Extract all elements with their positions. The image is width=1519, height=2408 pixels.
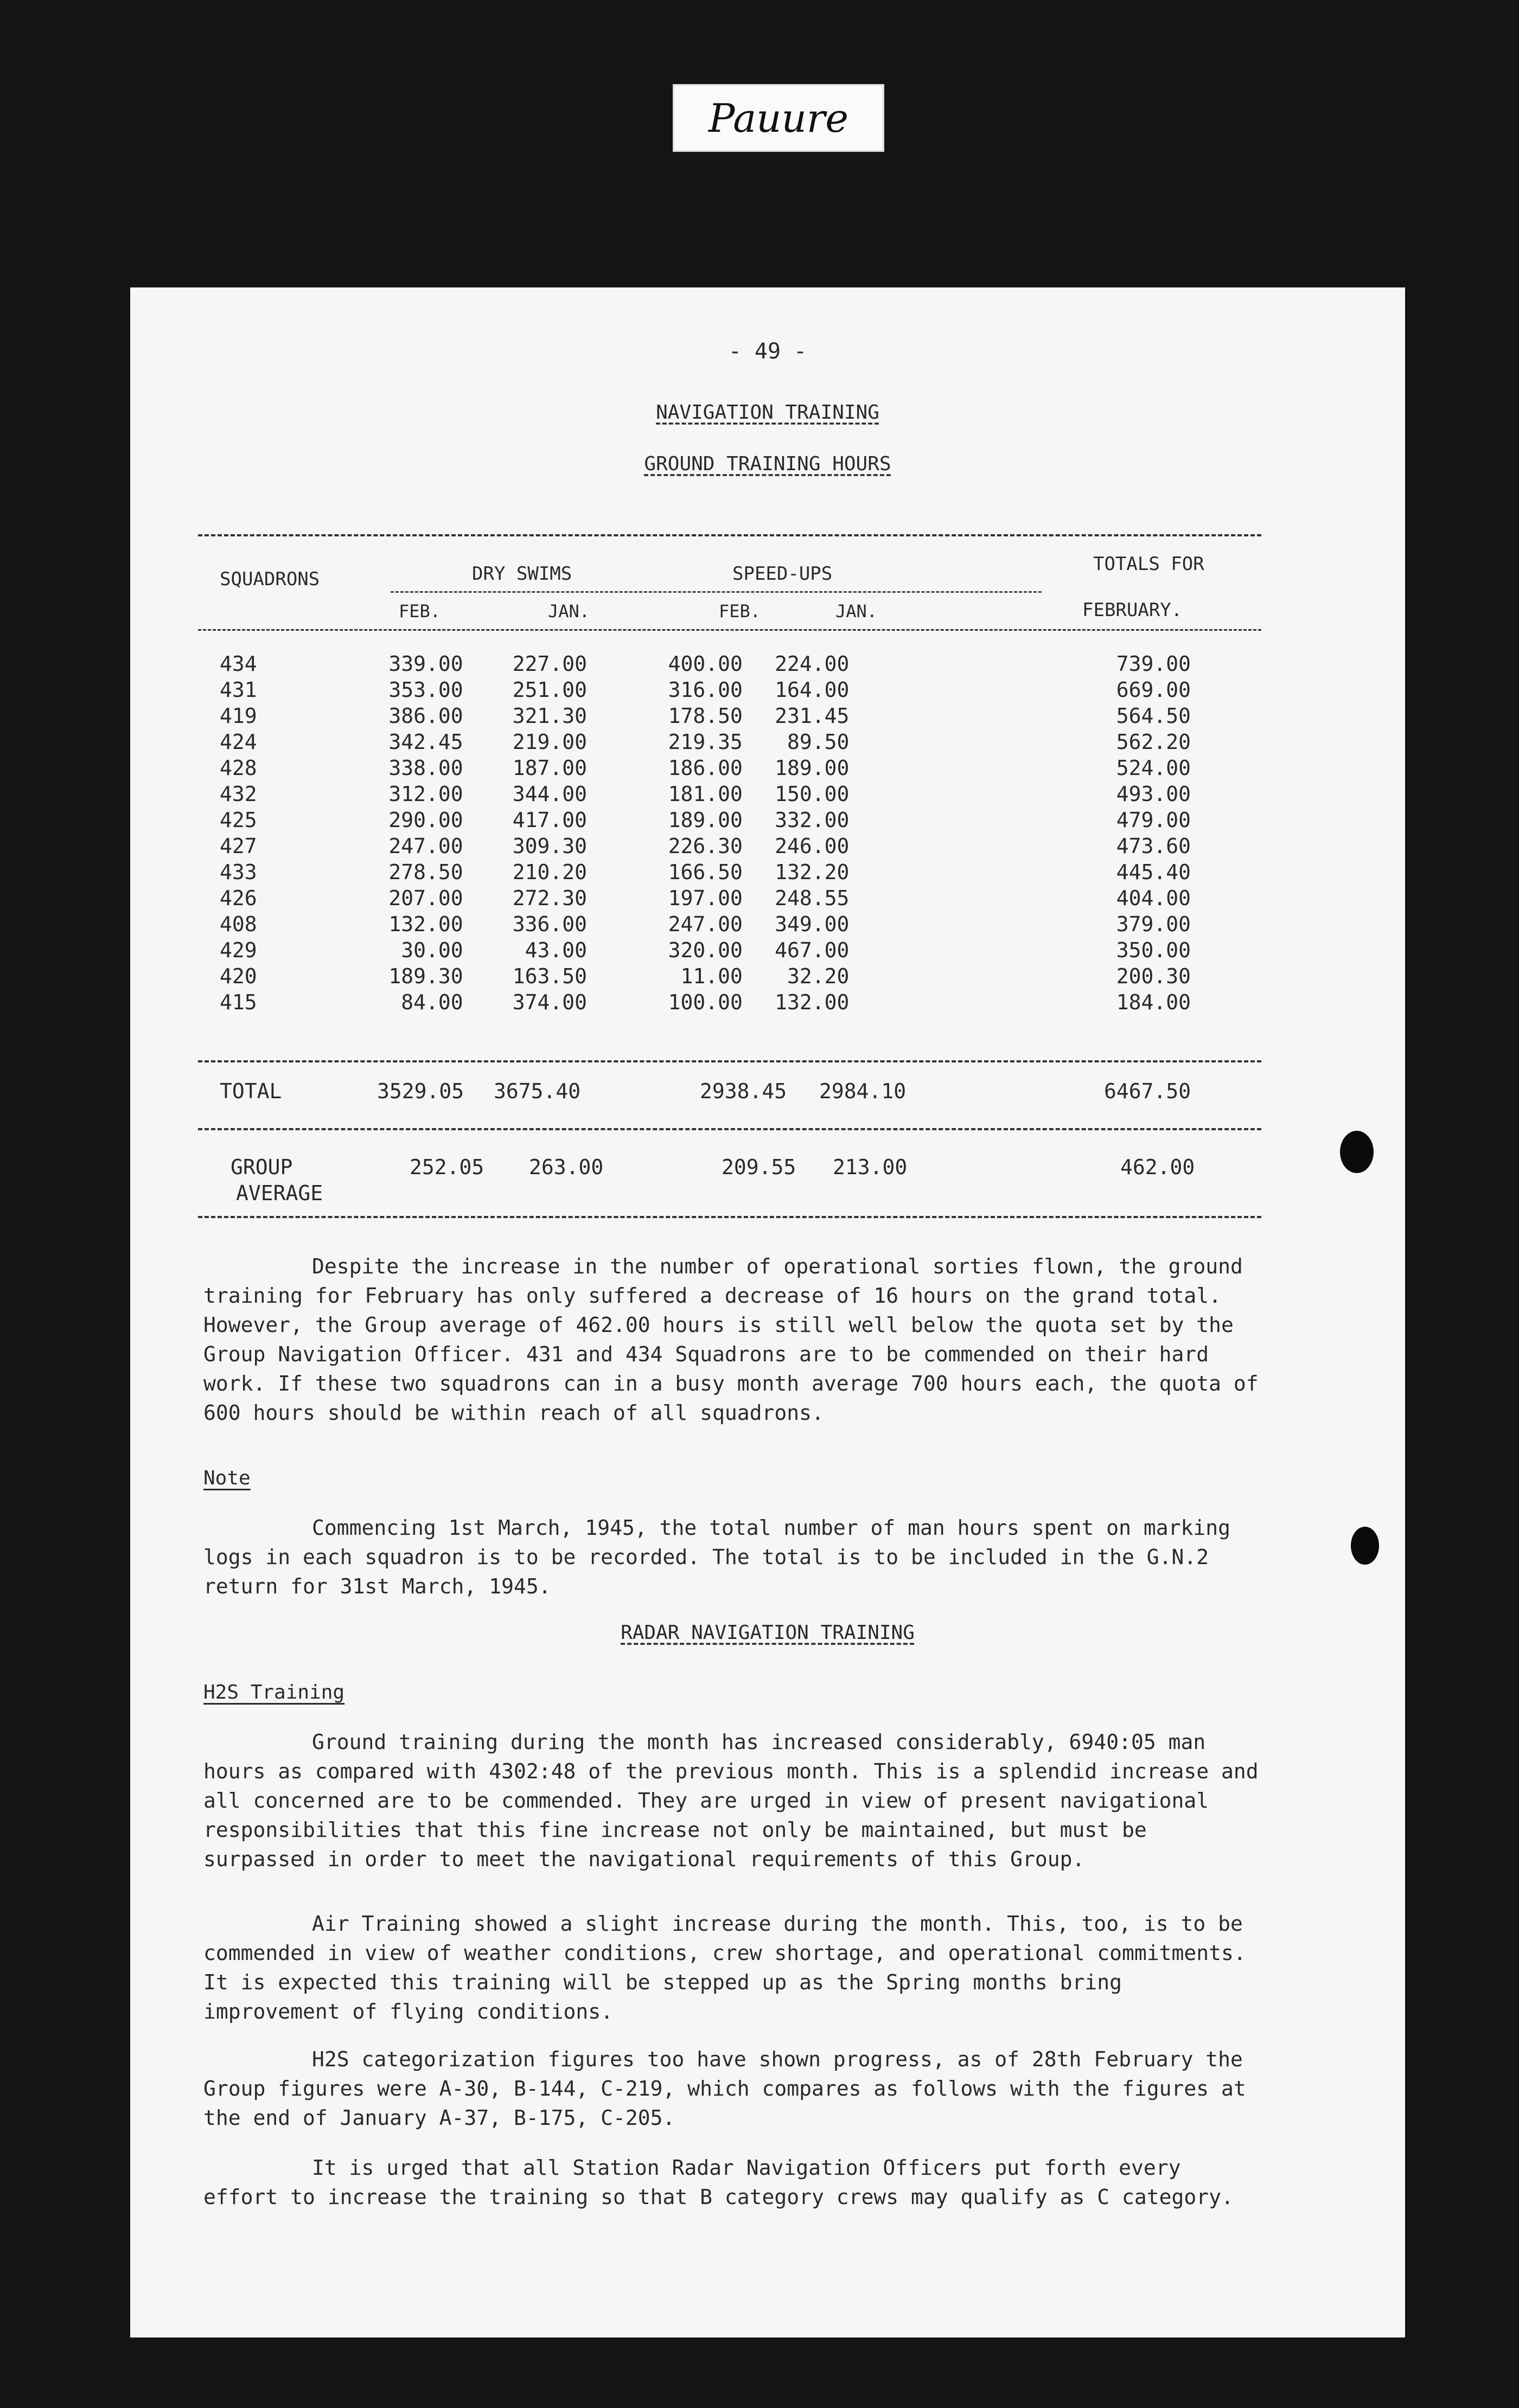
table-row [198, 677, 1261, 703]
paragraph-h2s-categorization [203, 2045, 1267, 2132]
punch-hole-mark [1351, 1527, 1379, 1565]
title-text: NAVIGATION TRAINING [656, 401, 879, 424]
table-row [198, 885, 1261, 911]
cell-ds-jan: 321.30 [512, 704, 588, 728]
cell-total: 669.00 [1116, 678, 1191, 702]
header-totals-line1: TOTALS FOR [1093, 553, 1204, 575]
table-row [198, 807, 1261, 833]
group-header-rule [391, 591, 1042, 593]
cell-squadron: 427 [220, 834, 257, 858]
cell-ds-feb: 353.00 [388, 678, 463, 702]
para1-text: Despite the increase in the number of operational sorties flown, the ground training for February has only suffered a decrease of 16 hours on the grand total. However, the Group average of 462.00 hours is still well below the quota set by the Group Navigation Officer. 431 and 434 Squadrons are to be commended on their hard work. If these two squadrons can in a busy month average 700 hours each, the quota of 600 hours should be within reach of all squadrons. [203, 1254, 1259, 1425]
total-bottom-rule [198, 1128, 1261, 1130]
cell-squadron: 434 [220, 652, 257, 676]
cell-su-jan: 349.00 [775, 912, 850, 936]
cell-ds-feb: 207.00 [388, 886, 463, 910]
cell-ds-jan: 336.00 [512, 912, 588, 936]
cell-su-feb: 400.00 [668, 652, 743, 676]
cell-ds-feb: 132.00 [388, 912, 463, 936]
cell-total: 379.00 [1116, 912, 1191, 936]
cell-su-jan: 89.50 [787, 730, 850, 754]
h2s-heading: H2S Training [203, 1681, 345, 1703]
total-ds-jan: 3675.40 [494, 1079, 581, 1103]
header-su-jan: JAN. [835, 601, 878, 622]
cell-su-jan: 332.00 [775, 808, 850, 832]
paragraph-h2s-air [203, 1909, 1267, 2026]
cell-ds-jan: 163.50 [512, 964, 588, 988]
cell-ds-jan: 227.00 [512, 652, 588, 676]
cell-total: 739.00 [1116, 652, 1191, 676]
h2s-p1-text: Ground training during the month has increased considerably, 6940:05 man hours as compared with 4302:48 of the previous month. This is a splendid increase and all concerned are to be commended. They are urged in view of present navigational responsibilities that this fine increase not only be maintained, but must be surpassed in order to meet the navigational requirements of this Group. [203, 1730, 1259, 1871]
cell-su-jan: 132.20 [775, 860, 850, 884]
cell-total: 200.30 [1116, 964, 1191, 988]
avg-label-1: GROUP [231, 1155, 293, 1179]
cell-squadron: 432 [220, 782, 257, 806]
average-bottom-rule [198, 1216, 1261, 1218]
training-hours-table [198, 651, 1261, 1015]
subtitle-text: GROUND TRAINING HOURS [644, 453, 891, 475]
radar-heading-text: RADAR NAVIGATION TRAINING [621, 1622, 915, 1644]
cell-ds-feb: 338.00 [388, 756, 463, 780]
avg-su-jan: 213.00 [833, 1155, 908, 1179]
document-subtitle [130, 453, 1405, 475]
cell-su-feb: 320.00 [668, 938, 743, 962]
cell-ds-jan: 417.00 [512, 808, 588, 832]
cell-ds-feb: 386.00 [388, 704, 463, 728]
cell-ds-jan: 344.00 [512, 782, 588, 806]
cell-ds-jan: 43.00 [525, 938, 588, 962]
avg-ds-feb: 252.05 [410, 1155, 484, 1179]
table-row [198, 963, 1261, 989]
table-row [198, 911, 1261, 937]
cell-ds-jan: 374.00 [512, 990, 588, 1014]
cell-squadron: 426 [220, 886, 257, 910]
cell-su-feb: 226.30 [668, 834, 743, 858]
table-row [198, 729, 1261, 755]
total-label: TOTAL [220, 1079, 282, 1103]
cell-squadron: 408 [220, 912, 257, 936]
cell-su-feb: 11.00 [680, 964, 743, 988]
cell-su-feb: 219.35 [668, 730, 743, 754]
total-su-feb: 2938.45 [700, 1079, 787, 1103]
header-ds-feb: FEB. [399, 601, 441, 622]
cell-su-feb: 100.00 [668, 990, 743, 1014]
total-ds-feb: 3529.05 [377, 1079, 464, 1103]
table-row [198, 989, 1261, 1015]
cell-squadron: 420 [220, 964, 257, 988]
cell-ds-feb: 30.00 [401, 938, 463, 962]
cell-su-jan: 246.00 [775, 834, 850, 858]
cell-total: 479.00 [1116, 808, 1191, 832]
cell-squadron: 431 [220, 678, 257, 702]
paragraph-note [203, 1513, 1267, 1601]
header-speed-ups: SPEED-UPS [732, 563, 833, 585]
cell-ds-jan: 272.30 [512, 886, 588, 910]
cell-ds-jan: 210.20 [512, 860, 588, 884]
header-totals-line2: FEBRUARY. [1082, 599, 1183, 621]
header-ds-jan: JAN. [548, 601, 590, 622]
cell-su-feb: 197.00 [668, 886, 743, 910]
total-top-rule [198, 1060, 1261, 1062]
paragraph-h2s-ground [203, 1727, 1267, 1874]
h2s-p3-text: H2S categorization figures too have shown progress, as of 28th February the Group figures were A-30, B-144, C-219, which compares as follows with the figures at the end of January A-37, B-175, C-205. [203, 2047, 1246, 2130]
cell-su-jan: 224.00 [775, 652, 850, 676]
cell-total: 473.60 [1116, 834, 1191, 858]
total-su-jan: 2984.10 [819, 1079, 907, 1103]
cell-total: 445.40 [1116, 860, 1191, 884]
cell-ds-feb: 312.00 [388, 782, 463, 806]
cell-ds-jan: 251.00 [512, 678, 588, 702]
punch-hole-mark [1340, 1131, 1374, 1173]
table-row [198, 755, 1261, 781]
cell-su-jan: 467.00 [775, 938, 850, 962]
table-top-rule [198, 534, 1261, 536]
cell-su-jan: 32.20 [787, 964, 850, 988]
table-row [198, 859, 1261, 885]
cell-squadron: 425 [220, 808, 257, 832]
cell-su-jan: 189.00 [775, 756, 850, 780]
avg-ds-jan: 263.00 [529, 1155, 604, 1179]
document-page [130, 287, 1405, 2337]
cell-squadron: 415 [220, 990, 257, 1014]
cell-su-jan: 231.45 [775, 704, 850, 728]
cell-su-jan: 248.55 [775, 886, 850, 910]
cell-total: 564.50 [1116, 704, 1191, 728]
table-row [198, 781, 1261, 807]
header-bottom-rule [198, 629, 1261, 631]
cell-squadron: 428 [220, 756, 257, 780]
cell-su-jan: 150.00 [775, 782, 850, 806]
h2s-p4-text: It is urged that all Station Radar Navigation Officers put forth every effort to increase the training so that B category crews may qualify as C category. [203, 2156, 1234, 2209]
note-heading: Note [203, 1467, 251, 1489]
cell-su-jan: 132.00 [775, 990, 850, 1014]
cell-ds-feb: 247.00 [388, 834, 463, 858]
cell-ds-feb: 84.00 [401, 990, 463, 1014]
cell-total: 184.00 [1116, 990, 1191, 1014]
cell-ds-jan: 187.00 [512, 756, 588, 780]
cell-ds-feb: 339.00 [388, 652, 463, 676]
cell-ds-feb: 189.30 [388, 964, 463, 988]
radar-heading [130, 1622, 1405, 1644]
cell-ds-jan: 219.00 [512, 730, 588, 754]
cell-squadron: 429 [220, 938, 257, 962]
file-label [673, 84, 884, 152]
table-row [198, 937, 1261, 963]
file-label-text: Pauure [709, 95, 848, 141]
note-text: Commencing 1st March, 1945, the total number of man hours spent on marking logs in each squadron is to be recorded. The total is to be included in the G.N.2 return for 31st March, 1945. [203, 1516, 1230, 1598]
cell-ds-feb: 278.50 [388, 860, 463, 884]
cell-su-feb: 178.50 [668, 704, 743, 728]
cell-squadron: 424 [220, 730, 257, 754]
cell-squadron: 419 [220, 704, 257, 728]
cell-ds-jan: 309.30 [512, 834, 588, 858]
cell-su-feb: 247.00 [668, 912, 743, 936]
avg-su-feb: 209.55 [722, 1155, 796, 1179]
page-number: - 49 - [728, 339, 807, 364]
header-su-feb: FEB. [719, 601, 761, 622]
cell-total: 404.00 [1116, 886, 1191, 910]
table-row [198, 651, 1261, 677]
cell-squadron: 433 [220, 860, 257, 884]
cell-su-feb: 186.00 [668, 756, 743, 780]
cell-total: 562.20 [1116, 730, 1191, 754]
cell-total: 524.00 [1116, 756, 1191, 780]
cell-su-feb: 316.00 [668, 678, 743, 702]
header-squadrons: SQUADRONS [220, 568, 320, 590]
table-row [198, 833, 1261, 859]
cell-su-feb: 189.00 [668, 808, 743, 832]
cell-ds-feb: 342.45 [388, 730, 463, 754]
h2s-p2-text: Air Training showed a slight increase during the month. This, too, is to be commended in view of weather conditions, crew shortage, and operational commitments. It is expected this training will be stepped up as the Spring months bring improvement of flying conditions. [203, 1912, 1246, 2023]
avg-total: 462.00 [1120, 1155, 1195, 1179]
cell-total: 493.00 [1116, 782, 1191, 806]
cell-su-feb: 181.00 [668, 782, 743, 806]
document-title [130, 401, 1405, 424]
header-dry-swims: DRY SWIMS [472, 563, 572, 585]
avg-label-2: AVERAGE [236, 1181, 323, 1205]
paragraph-ground-training [203, 1252, 1267, 1427]
cell-total: 350.00 [1116, 938, 1191, 962]
paragraph-h2s-urge [203, 2153, 1267, 2212]
table-row [198, 703, 1261, 729]
total-total: 6467.50 [1104, 1079, 1191, 1103]
cell-su-jan: 164.00 [775, 678, 850, 702]
cell-ds-feb: 290.00 [388, 808, 463, 832]
cell-su-feb: 166.50 [668, 860, 743, 884]
